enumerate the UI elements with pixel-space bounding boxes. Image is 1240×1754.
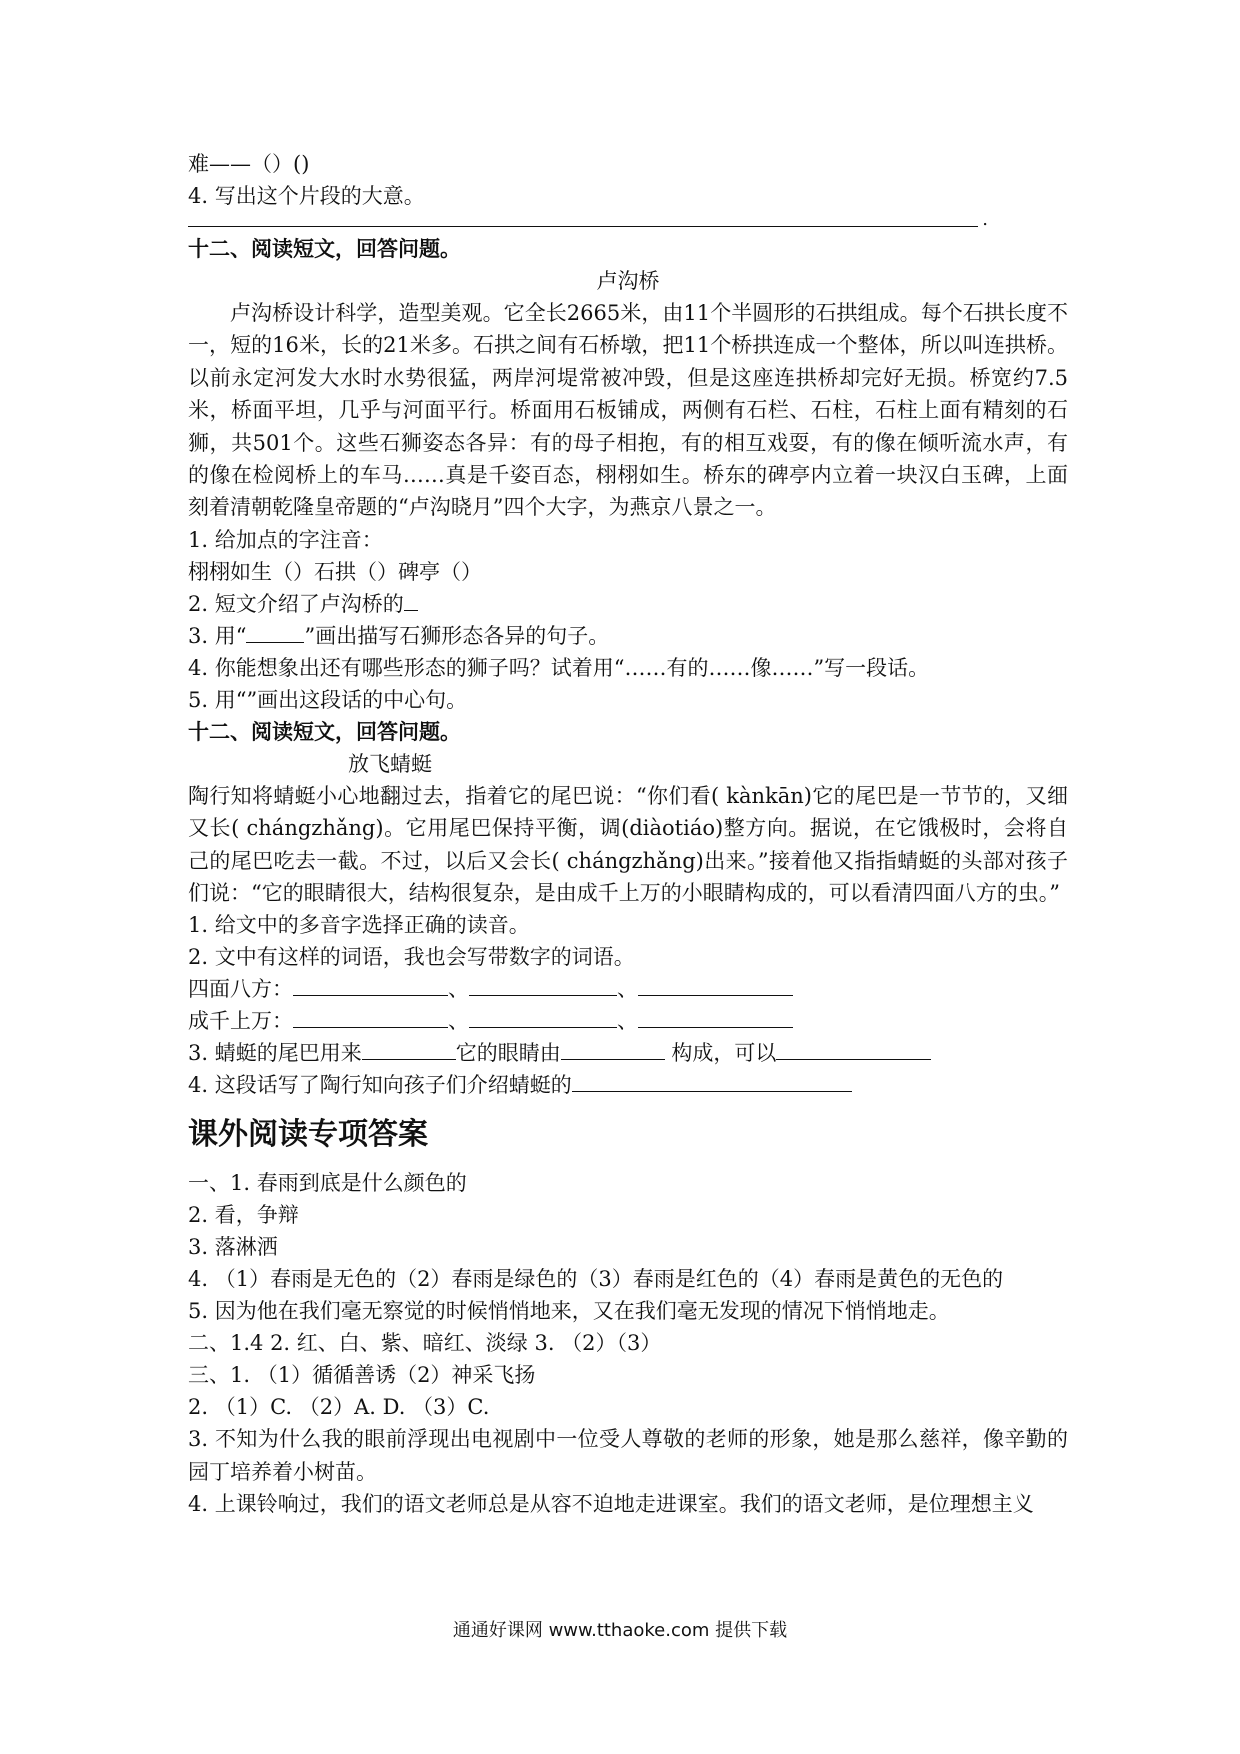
question-5-center-sentence: 5. 用“”画出这段话的中心句。 <box>188 687 468 712</box>
answer-blank[interactable] <box>638 973 793 996</box>
answer-blank[interactable] <box>293 973 448 996</box>
question-4-imagine: 4. 你能想象出还有哪些形态的狮子吗？试着用“……有的……像……”写一段话。 <box>188 655 930 680</box>
question-1-polyphone: 1. 给文中的多音字选择正确的读音。 <box>188 913 530 938</box>
question-2-number-words: 2. 文中有这样的词语，我也会写带数字的词语。 <box>188 945 635 970</box>
section-heading-lugou: 十二、阅读短文，回答问题。 <box>188 236 461 261</box>
question-1-words: 栩栩如生（）石拱（）碑亭（） <box>188 559 482 584</box>
answer-line: 4. 上课铃响过，我们的语文老师总是从容不迫地走进课室。我们的语文老师，是位理想主义 <box>188 1492 1034 1517</box>
question-main-idea: 4. 写出这个片段的大意。 <box>188 184 425 208</box>
question-4-text: 4. 这段话写了陶行知向孩子们介绍蜻蜓的 <box>188 1073 572 1098</box>
answer-line: 5. 因为他在我们毫无察觉的时候悄悄地来，又在我们毫无发现的情况下悄悄地走。 <box>188 1299 950 1324</box>
question-4-dragonfly <box>188 1069 1068 1101</box>
question-3-part-b: 它的眼睛由 <box>455 1041 561 1066</box>
answer-blank[interactable] <box>561 1037 665 1060</box>
word-row-2-label: 成千上万： <box>188 1009 293 1034</box>
fill-line-difficult: 难——（）() <box>188 152 310 176</box>
passage-title-lugou: 卢沟桥 <box>596 269 660 293</box>
answer-blank[interactable] <box>469 1005 617 1028</box>
separator: 、 <box>617 977 638 1002</box>
question-3-underline <box>188 620 1068 652</box>
answer-line: 2. 看，争辩 <box>188 1203 299 1228</box>
question-3-prefix: 3. 用“ <box>188 623 247 648</box>
passage-dragonfly: 陶行知将蜻蜓小心地翻过去，指着它的尾巴说：“你们看( kànkān)它的尾巴是一节节的，又细又长( chángzhǎng)。它用尾巴保持平衡，调(diàotiáo)整方向。据说，在它饿极时，会将自己的尾巴吃去一截。不过，以后又会长( chángzhǎng)出来。”接着他又指指蜻蜓的头部对孩子们说：“它的眼睛很大，结构很复杂，是由成千上万的小眼睛构成的，可以看清四面八方的虫。” <box>188 783 1068 906</box>
answer-line: 2. （1）C. （2）A. D. （3）C. <box>188 1395 490 1420</box>
answer-blank[interactable] <box>638 1005 793 1028</box>
question-3-part-a: 3. 蜻蜓的尾巴用来 <box>188 1041 362 1066</box>
question-2-text: 2. 短文介绍了卢沟桥的 <box>188 591 404 616</box>
answer-blank[interactable] <box>246 620 304 643</box>
rule-end-mark: . <box>982 209 988 230</box>
answer-line: 4. （1）春雨是无色的（2）春雨是绿色的（3）春雨是红色的（4）春雨是黄色的无色的 <box>188 1267 1004 1292</box>
separator: 、 <box>448 977 469 1002</box>
word-row-2 <box>188 1005 1068 1037</box>
answer-blank[interactable] <box>572 1069 852 1092</box>
question-2-intro <box>188 588 1068 620</box>
question-3-part-c: 构成，可以 <box>664 1041 777 1066</box>
answer-line: 一、1. 春雨到底是什么颜色的 <box>188 1171 467 1196</box>
answer-blank[interactable] <box>776 1037 931 1060</box>
worksheet-page <box>188 148 1068 1520</box>
question-3-suffix: ”画出描写石狮形态各异的句子。 <box>304 623 610 648</box>
answer-blank[interactable] <box>404 588 418 611</box>
answer-rule <box>188 209 988 230</box>
word-row-1-label: 四面八方： <box>188 977 293 1002</box>
passage-title-dragonfly: 放飞蜻蜓 <box>348 751 432 776</box>
question-1-pinyin: 1. 给加点的字注音： <box>188 527 383 552</box>
section-heading-dragonfly: 十二、阅读短文，回答问题。 <box>188 718 461 744</box>
answers-heading: 课外阅读专项答案 <box>188 1117 428 1153</box>
separator: 、 <box>448 1009 469 1034</box>
answer-blank[interactable] <box>362 1037 456 1060</box>
word-row-1 <box>188 973 1068 1005</box>
question-3-dragonfly <box>188 1037 1068 1069</box>
answers-list <box>188 1167 1068 1520</box>
answer-line: 3. 落淋洒 <box>188 1235 278 1260</box>
answer-line: 三、1. （1）循循善诱（2）神采飞扬 <box>188 1363 536 1388</box>
passage-lugou: 卢沟桥设计科学，造型美观。它全长2665米，由11个半圆形的石拱组成。每个石拱长度不一，短的16米，长的21米多。石拱之间有石桥墩，把11个桥拱连成一个整体，所以叫连拱桥。以前永定河发大水时水势很猛，两岸河堤常被冲毁，但是这座连拱桥却完好无损。桥宽约7.5米，桥面平坦，几乎与河面平行。桥面用石板铺成，两侧有石栏、石柱，石柱上面有精刻的石狮，共501个。这些石狮姿态各异：有的母子相抱，有的相互戏耍，有的像在倾听流水声，有的像在检阅桥上的车马……真是千姿百态，栩栩如生。桥东的碑亭内立着一块汉白玉碑，上面刻着清朝乾隆皇帝题的“卢沟晓月”四个大字，为燕京八景之一。 <box>188 301 1068 520</box>
answer-blank[interactable] <box>469 973 617 996</box>
answer-blank[interactable] <box>293 1005 448 1028</box>
answer-line: 3. 不知为什么我的眼前浮现出电视剧中一位受人尊敬的老师的形象，她是那么慈祥，像辛勤的园丁培养着小树苗。 <box>188 1427 1068 1484</box>
page-footer: 通通好课网 www.tthaoke.com 提供下载 <box>452 1620 788 1641</box>
answer-line: 二、1.4 2. 红、白、紫、暗红、淡绿 3. （2）（3） <box>188 1331 662 1356</box>
separator: 、 <box>617 1009 638 1034</box>
